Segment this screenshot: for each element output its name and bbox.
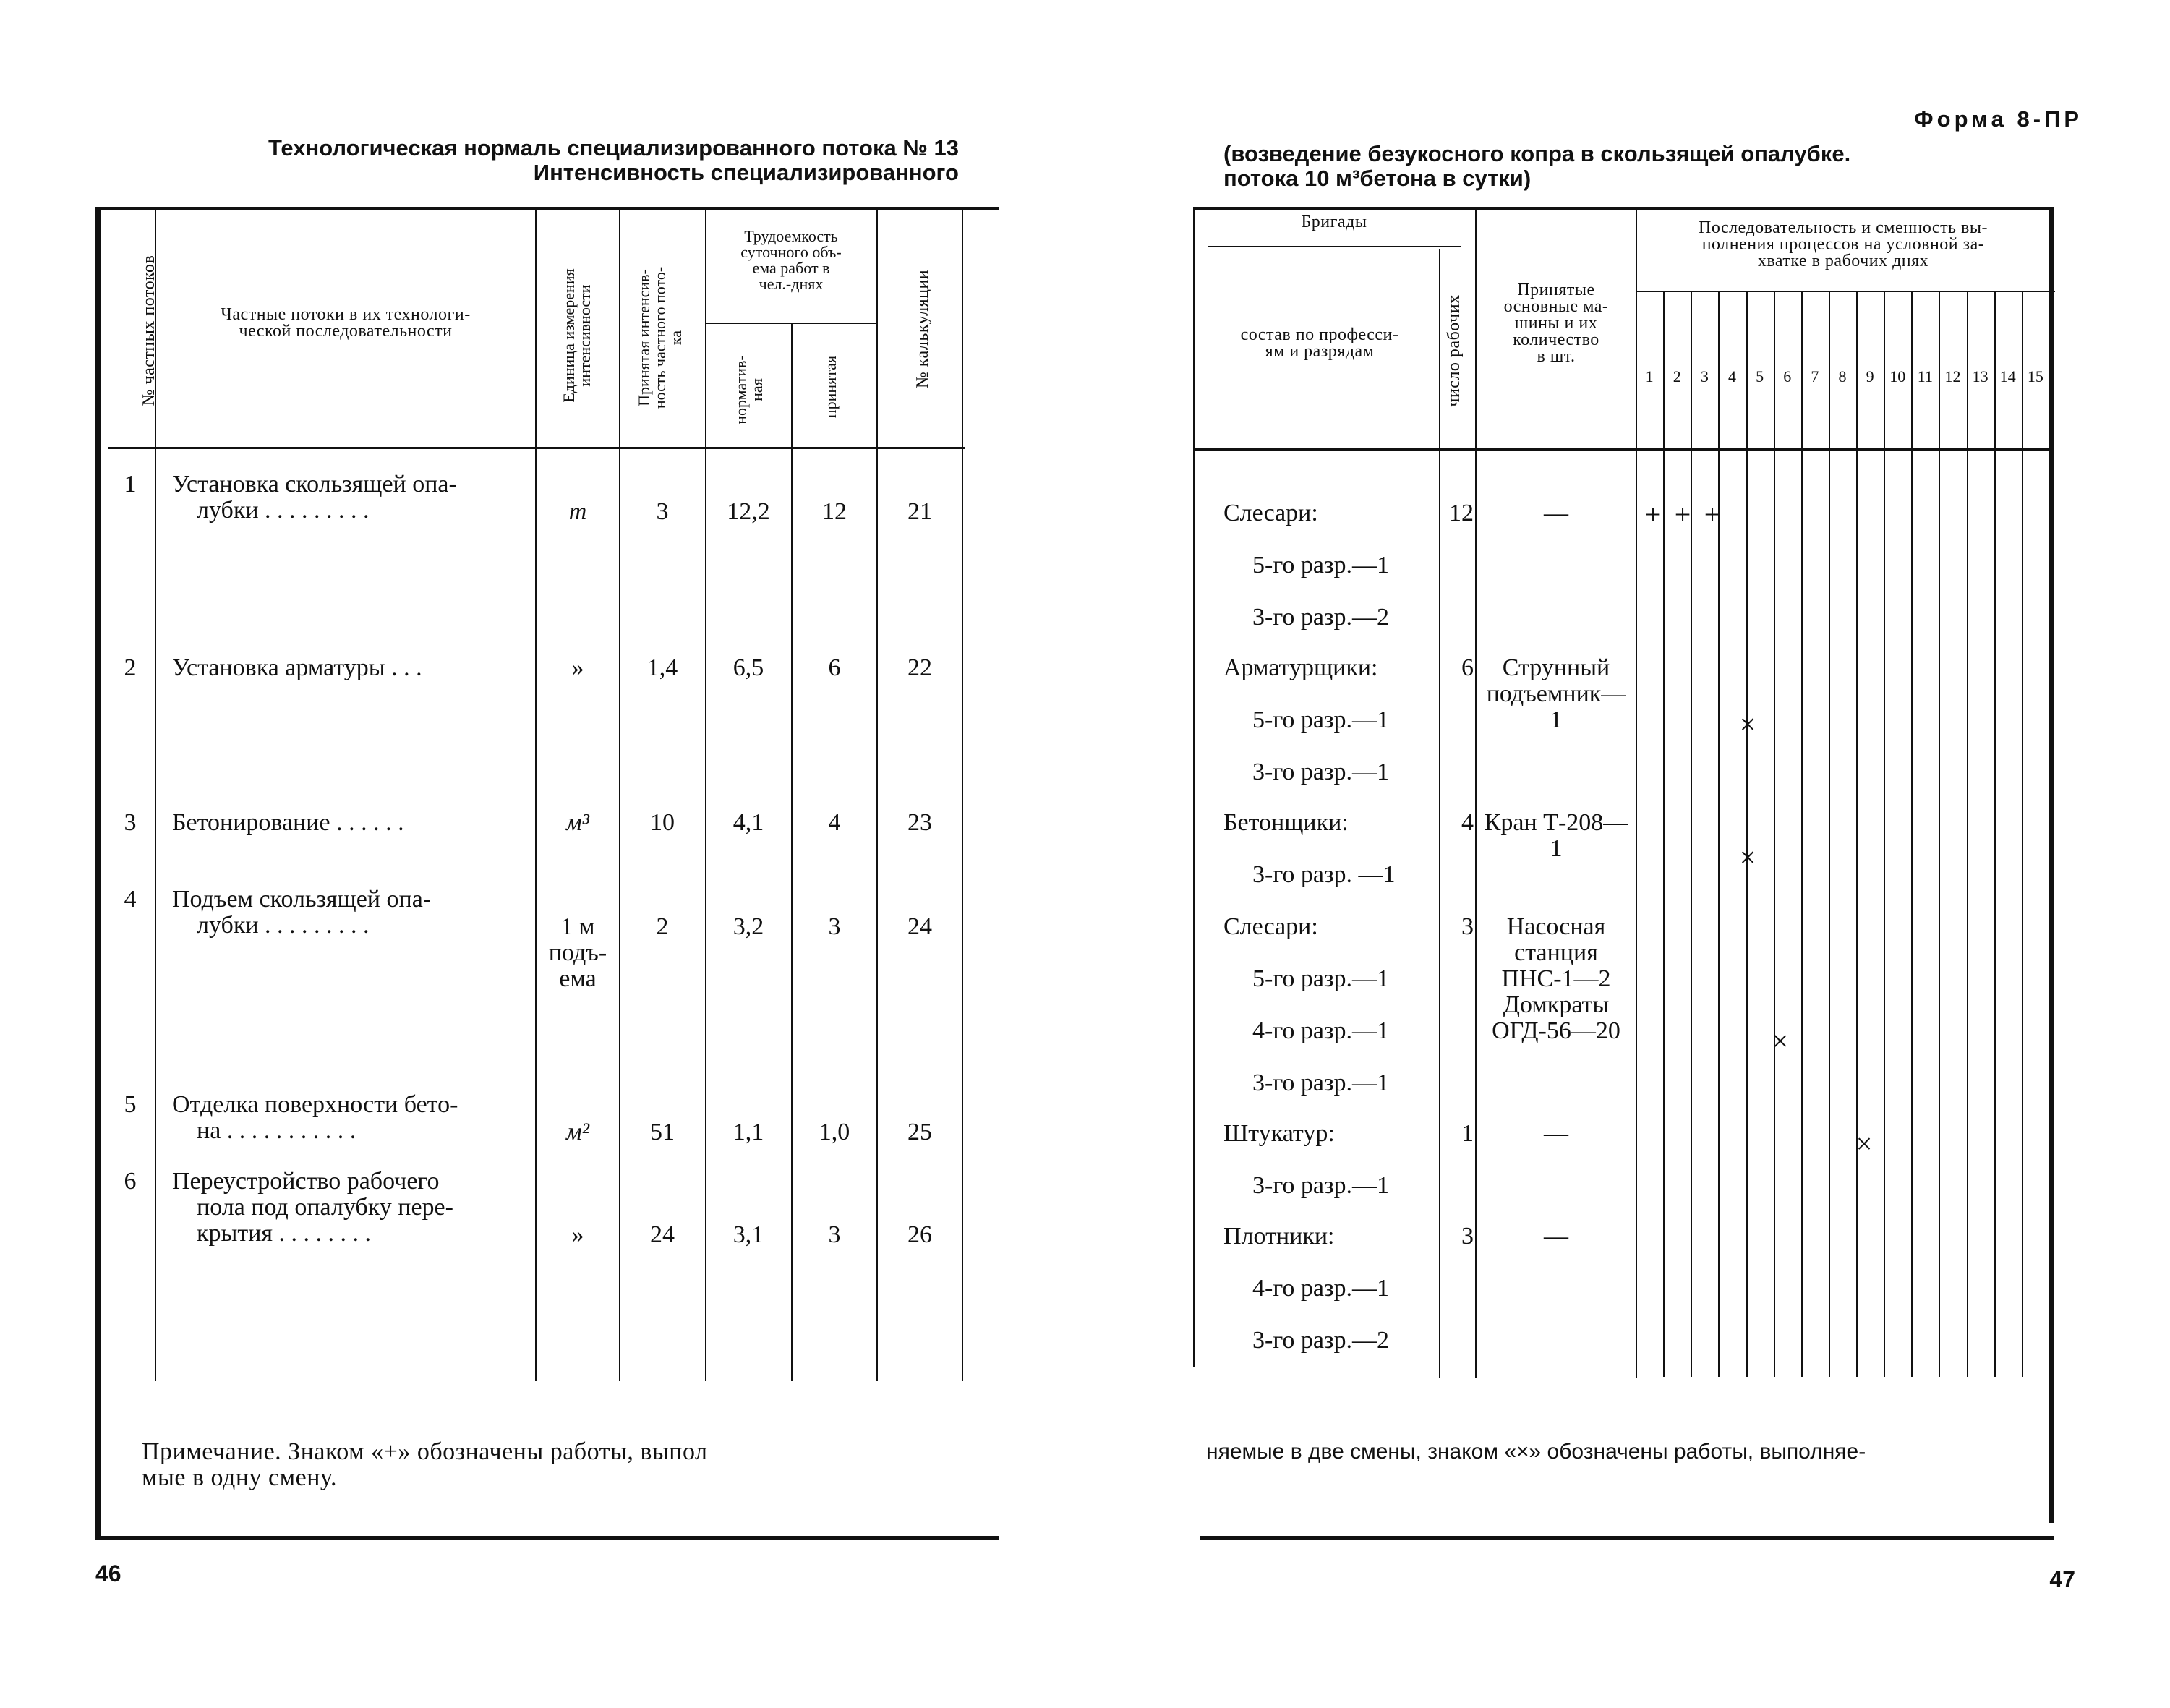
right-bottom-rule: [1200, 1536, 2054, 1540]
header-labor: Трудоемкость суточного объ- ема работ в чел.-днях: [740, 227, 842, 293]
day-number: 10: [1889, 367, 1906, 385]
row-num: 4: [124, 886, 137, 913]
plus-mark: +: [1644, 498, 1662, 531]
machine-cell: Кран Т-208— 1: [1484, 809, 1628, 862]
list-item: Бетонщики:: [1223, 809, 1349, 836]
day-column-line: [1801, 292, 1803, 1377]
day-number: 12: [1944, 367, 1961, 385]
row-unit: »: [571, 1221, 584, 1248]
labor-sub-rule: [706, 323, 876, 324]
day-number: 3: [1700, 367, 1709, 385]
list-item: 3-го разр.—1: [1252, 759, 1389, 785]
machine-cell: Струнный подъемник— 1: [1486, 654, 1626, 733]
header-sequence: Последовательность и сменность вы- полнения процессов на условной за- хватке в рабочих днях: [1699, 218, 1988, 270]
right-left-border: [1193, 210, 1195, 1367]
day-column-line: [1829, 292, 1830, 1377]
day-number: 14: [1999, 367, 2016, 385]
row-num: 3: [124, 809, 137, 836]
left-title-line1: Технологическая нормаль специализированного потока № 13: [268, 135, 959, 161]
row-normative: 1,1: [732, 1119, 764, 1145]
col-sep-5: [791, 324, 793, 1381]
machine-cell: —: [1544, 1120, 1568, 1147]
worker-count: 6: [1461, 654, 1474, 681]
day-number: 4: [1727, 367, 1736, 385]
row-intensity: 1,4: [646, 654, 678, 681]
row-num: 2: [124, 654, 137, 681]
day-column-line: [1746, 292, 1748, 1377]
list-item: Слесари:: [1223, 500, 1318, 526]
rcol-sep-machines: [1475, 210, 1477, 1378]
right-title-line1: (возведение безукосного копра в скользящей опалубке.: [1223, 141, 1851, 166]
col-sep-3: [619, 210, 620, 1381]
day-number: 7: [1811, 367, 1819, 385]
row-accepted: 1,0: [819, 1119, 850, 1145]
days-sub-rule: [1636, 291, 2055, 292]
left-table-outer-border: [95, 207, 101, 1537]
row-normative: 4,1: [732, 809, 764, 836]
row-normative: 6,5: [732, 654, 764, 681]
row-accepted: 4: [828, 809, 841, 836]
row-num: 1: [124, 471, 137, 498]
list-item: 3-го разр.—2: [1252, 1327, 1389, 1354]
row-normative: 12,2: [727, 498, 770, 525]
row-calc: 22: [907, 654, 932, 681]
day-number: 9: [1866, 367, 1874, 385]
row-intensity: 10: [650, 809, 675, 836]
day-column-line: [1774, 292, 1775, 1377]
list-item: 3-го разр. —1: [1252, 861, 1396, 888]
day-number: 11: [1917, 367, 1933, 385]
list-item: 4-го разр.—1: [1252, 1017, 1389, 1044]
day-column-line: [1939, 292, 1940, 1377]
day-column-line: [1911, 292, 1913, 1377]
plus-mark: +: [1704, 498, 1721, 531]
day-column-line: [1994, 292, 1996, 1377]
list-item: 5-го разр.—1: [1252, 706, 1389, 733]
right-table-outer-border: [2049, 207, 2054, 1523]
row-flow: Подъем скользящей опа- лубки . . . . . . . . .: [172, 886, 432, 939]
header-unit: Единица измерения интенсивности: [560, 268, 594, 403]
header-composition: состав по професси- ям и разрядам: [1240, 325, 1399, 361]
day-column-line: [1718, 292, 1720, 1377]
worker-count: 3: [1461, 1223, 1474, 1250]
row-unit: »: [571, 654, 584, 681]
cross-mark: ×: [1855, 1127, 1873, 1160]
list-item: 4-го разр.—1: [1252, 1275, 1389, 1302]
row-num: 5: [124, 1091, 137, 1118]
col-sep-2: [535, 210, 537, 1381]
right-header-bottom-rule: [1193, 448, 2054, 451]
day-number: 13: [1972, 367, 1989, 385]
header-calc: № калькуляции: [913, 269, 932, 389]
row-accepted: 3: [828, 1221, 841, 1248]
note-right: няемые в две смены, знаком «×» обозначены работы, выполняе-: [1206, 1440, 1866, 1464]
row-flow: Установка скользящей опа- лубки . . . . . . . . .: [172, 471, 457, 524]
row-accepted: 12: [822, 498, 847, 525]
row-intensity: 24: [650, 1221, 675, 1248]
left-table-top-rule: [95, 207, 999, 210]
worker-count: 3: [1461, 913, 1474, 940]
list-item: Арматурщики:: [1223, 654, 1378, 681]
list-item: 5-го разр.—1: [1252, 965, 1389, 992]
right-table-top-rule: [1193, 207, 2054, 210]
day-number: 6: [1783, 367, 1792, 385]
row-flow: Переустройство рабочего пола под опалубку пере- крытия . . . . . . . .: [172, 1168, 453, 1247]
brigades-sub-rule: [1208, 246, 1461, 247]
list-item: Слесари:: [1223, 913, 1318, 940]
list-item: Штукатур:: [1223, 1120, 1335, 1147]
row-num: 6: [124, 1168, 137, 1195]
header-flow: Частные потоки в их технологи- ческой последовательности: [221, 305, 471, 341]
day-number: 1: [1645, 367, 1654, 385]
cross-mark: ×: [1772, 1025, 1789, 1057]
header-workers: число рабочих: [1445, 294, 1464, 407]
header-intensity: Принятая интенсив- ность частного пото- ка: [635, 266, 685, 409]
list-item: 3-го разр.—2: [1252, 604, 1389, 631]
page-number-left: 46: [95, 1560, 121, 1587]
col-sep-4: [705, 210, 706, 1381]
left-title-line2: Интенсивность специализированного: [533, 160, 959, 185]
plus-mark: +: [1674, 498, 1691, 531]
list-item: 5-го разр.—1: [1252, 552, 1389, 578]
row-flow: Отделка поверхности бето- на . . . . . . . . . . .: [172, 1091, 458, 1144]
row-calc: 23: [907, 809, 932, 836]
row-unit: м³: [566, 809, 589, 836]
day-column-line: [1967, 292, 1968, 1377]
right-title-line2: потока 10 м³бетона в сутки): [1223, 166, 1532, 191]
machine-cell: —: [1544, 1223, 1568, 1250]
machine-cell: —: [1544, 500, 1568, 526]
machine-cell: Насосная станция ПНС-1—2 Домкраты ОГД-56—20: [1492, 913, 1620, 1044]
row-calc: 24: [907, 913, 932, 940]
worker-count: 1: [1461, 1120, 1474, 1147]
note-left: Примечание. Знаком «+» обозначены работы, выпол мые в одну смену.: [142, 1438, 708, 1491]
list-item: 3-го разр.—1: [1252, 1172, 1389, 1199]
row-normative: 3,2: [732, 913, 764, 940]
day-column-line: [1884, 292, 1885, 1377]
row-intensity: 3: [656, 498, 669, 525]
row-accepted: 3: [828, 913, 841, 940]
day-column-line: [1856, 292, 1858, 1377]
day-column-line: [1663, 292, 1665, 1377]
row-intensity: 2: [656, 913, 669, 940]
row-unit: м²: [566, 1119, 589, 1145]
header-accepted: принятая: [821, 355, 840, 419]
header-brigades: Бригады: [1301, 213, 1367, 231]
col-sep-7: [962, 210, 963, 1381]
day-number: 2: [1673, 367, 1681, 385]
row-flow: Бетонирование . . . . . .: [172, 809, 404, 836]
col-sep-6: [876, 210, 878, 1381]
list-item: Плотники:: [1223, 1223, 1335, 1250]
day-column-line: [2022, 292, 2023, 1377]
row-calc: 26: [907, 1221, 932, 1248]
form-label: Форма 8-ПР: [1914, 106, 2083, 132]
day-column-line: [1691, 292, 1692, 1377]
header-normative: норматив- ная: [732, 355, 766, 424]
row-unit: т: [568, 498, 587, 525]
day-number: 8: [1838, 367, 1847, 385]
list-item: 3-го разр.—1: [1252, 1069, 1389, 1096]
row-calc: 25: [907, 1119, 932, 1145]
left-header-bottom-rule: [108, 447, 965, 449]
page-number-right: 47: [2049, 1566, 2075, 1592]
day-number: 15: [2027, 367, 2043, 385]
worker-count: 4: [1461, 809, 1474, 836]
cross-mark: ×: [1739, 708, 1756, 740]
rcol-sep-workers: [1439, 249, 1440, 1378]
row-intensity: 51: [650, 1119, 675, 1145]
row-calc: 21: [907, 498, 932, 525]
row-unit: 1 м подъ- ема: [548, 913, 607, 992]
day-number: 5: [1756, 367, 1764, 385]
row-normative: 3,1: [732, 1221, 764, 1248]
header-num: № частных потоков: [140, 255, 158, 406]
cross-mark: ×: [1739, 841, 1756, 874]
row-accepted: 6: [828, 654, 841, 681]
worker-count: 12: [1449, 500, 1474, 526]
header-machines: Принятые основные ма- шины и их количество в шт.: [1503, 281, 1609, 366]
row-flow: Установка арматуры . . .: [172, 654, 422, 681]
left-bottom-rule: [95, 1536, 999, 1540]
